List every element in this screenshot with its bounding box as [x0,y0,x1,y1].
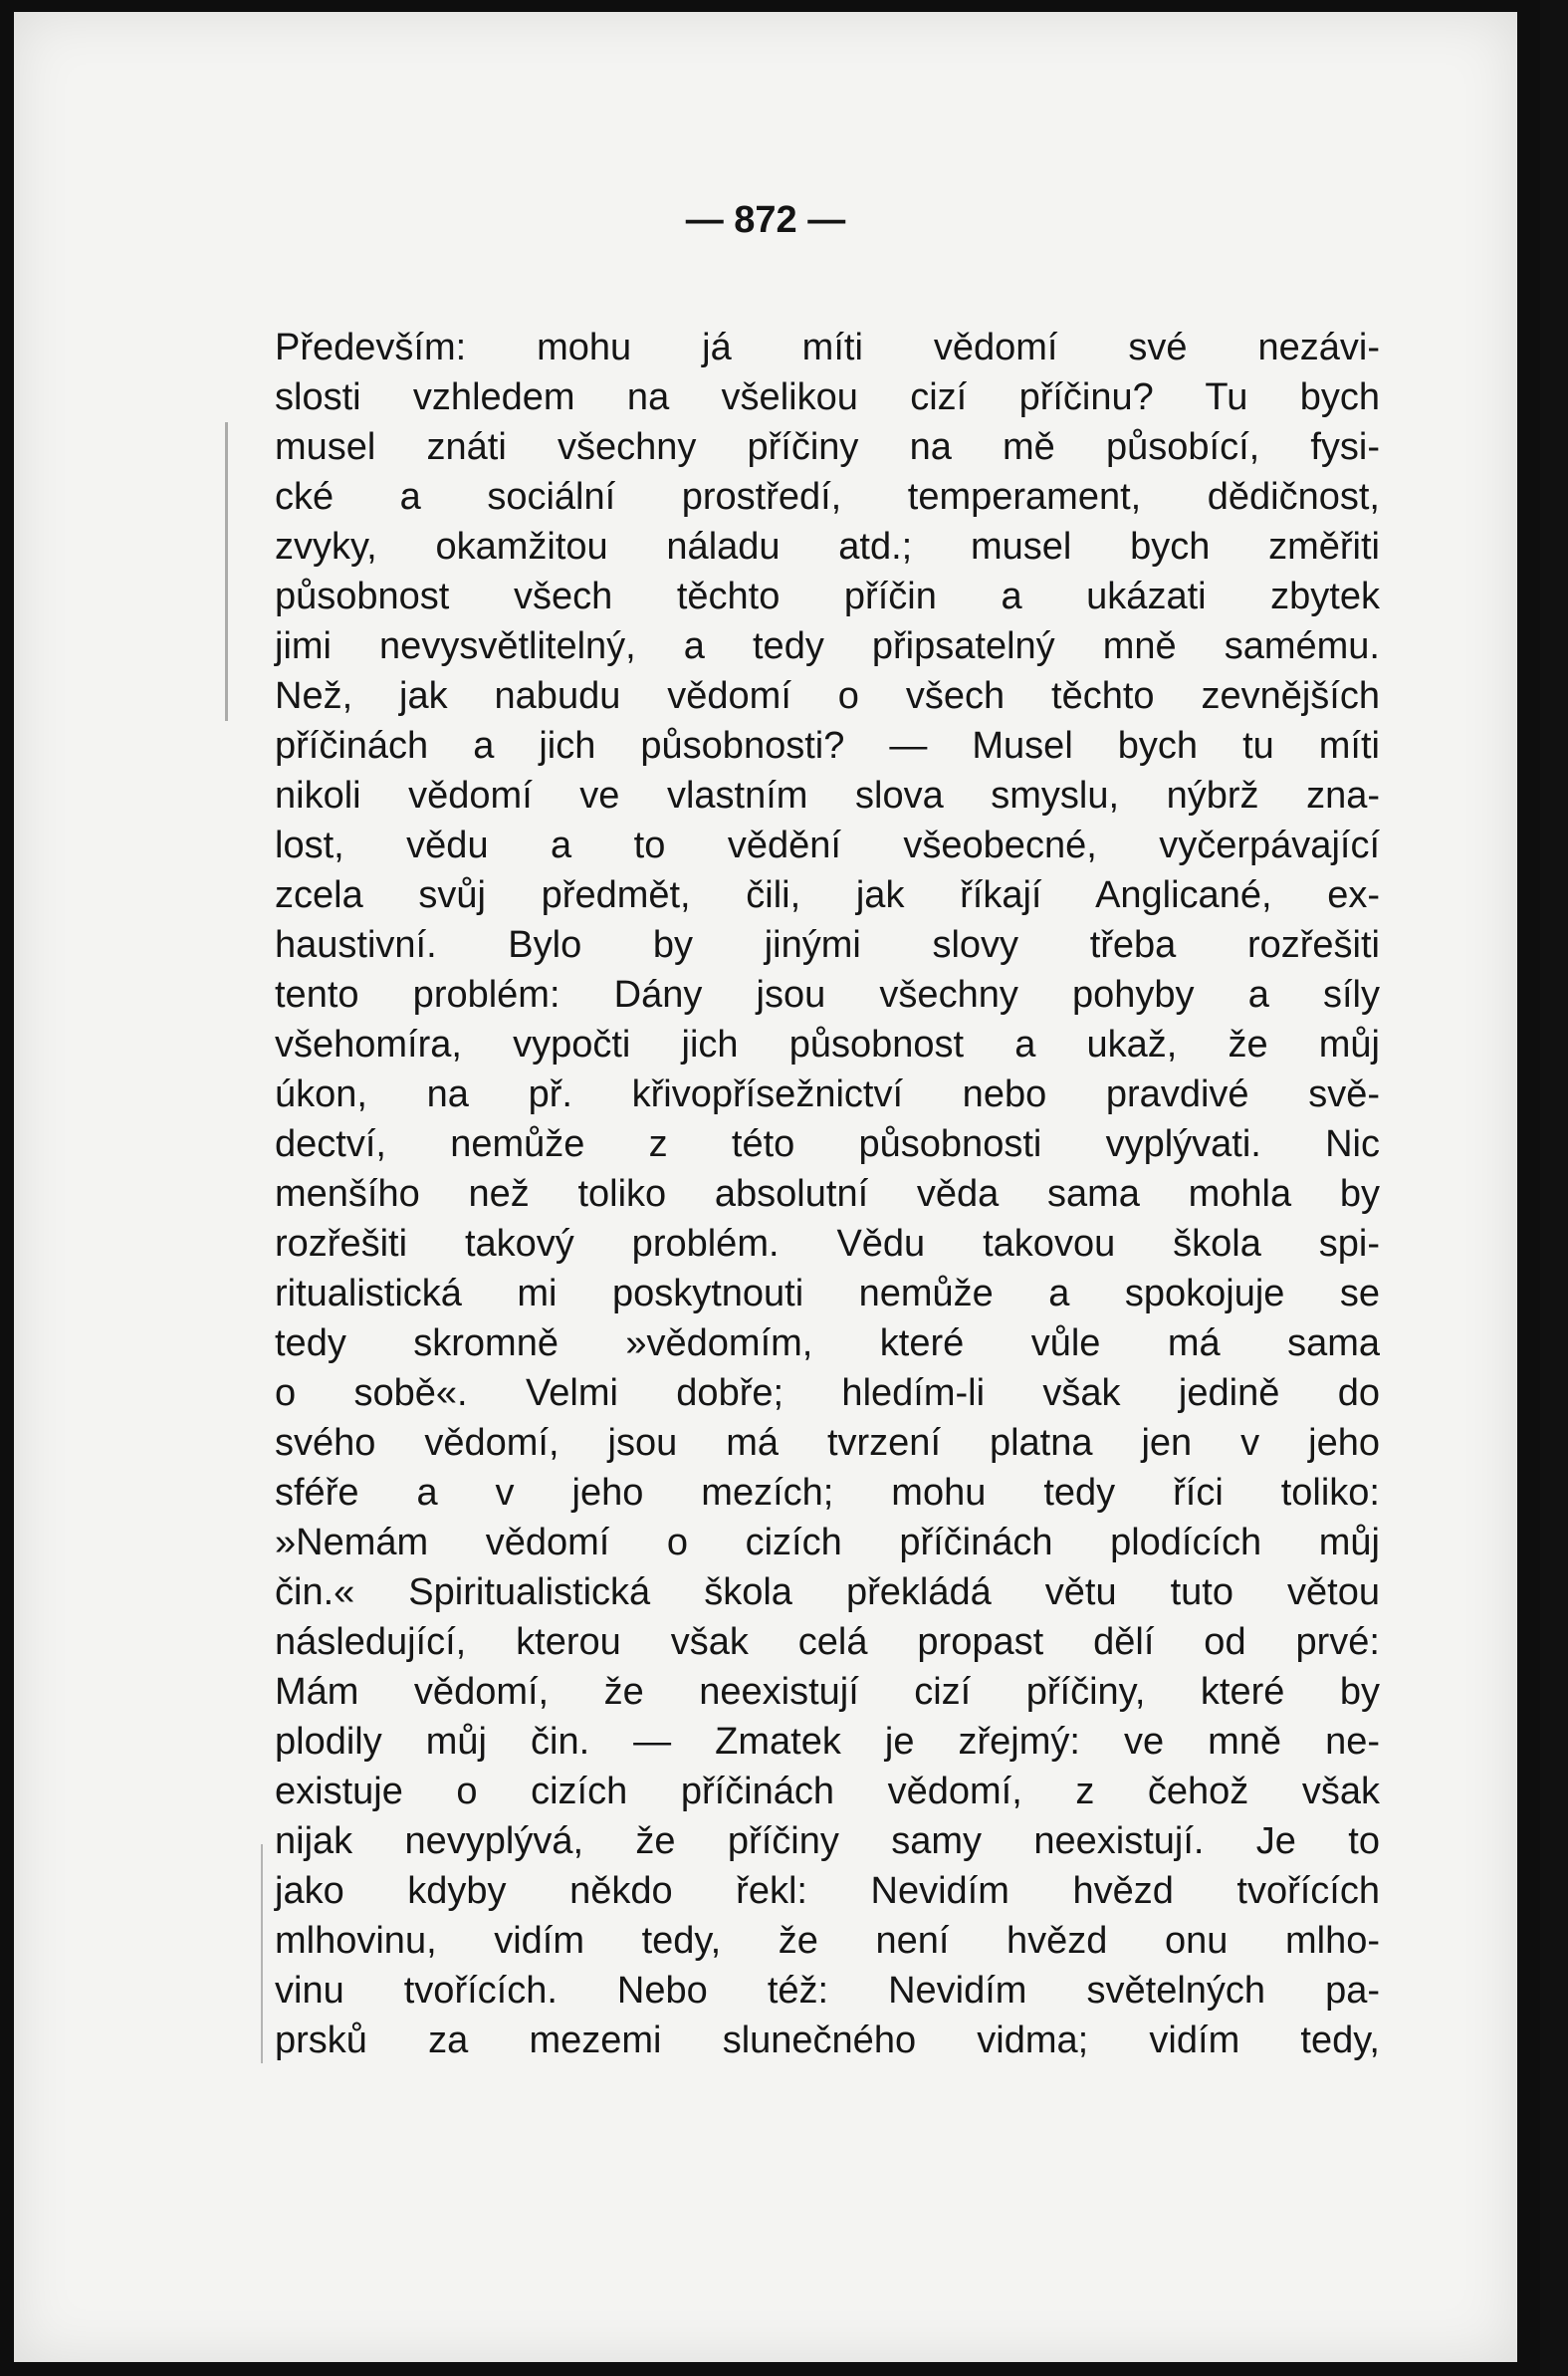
page-number: — 872 — [685,199,846,241]
text-line: existuje o cizích příčinách vědomí, z čehož však [275,1771,1380,1812]
text-line: lost, vědu a to vědění všeobecné, vyčerpávající [275,825,1380,866]
scan-mark [261,1844,263,2063]
text-line: o sobě«. Velmi dobře; hledím-li však jedině do [275,1372,1380,1414]
text-line: mlhovinu, vidím tedy, že není hvězd onu mlho- [275,1920,1380,1962]
text-line: tedy skromně »vědomím, které vůle má sama [275,1322,1380,1364]
text-line: slosti vzhledem na všelikou cizí příčinu? Tu bych [275,376,1380,418]
text-line: zvyky, okamžitou náladu atd.; musel bych změřiti [275,526,1380,568]
text-line: haustivní. Bylo by jinými slovy třeba rozřešiti [275,924,1380,966]
text-line: »Nemám vědomí o cizích příčinách plodících můj [275,1522,1380,1563]
text-line: úkon, na př. křivopřísežnictví nebo pravdivé svě- [275,1073,1380,1115]
text-line: ritualistická mi poskytnouti nemůže a spokojuje se [275,1273,1380,1314]
text-line: čin.« Spiritualistická škola překládá větu tuto větou [275,1571,1380,1613]
text-line: jako kdyby někdo řekl: Nevidím hvězd tvořících [275,1870,1380,1912]
text-line: prsků za mezemi slunečného vidma; vidím tedy, [275,2020,1380,2061]
text-line: všehomíra, vypočti jich působnost a ukaž, že můj [275,1024,1380,1066]
page-edge [1540,0,1568,2376]
scan-mark [225,422,228,721]
body-text [275,323,1380,2065]
text-line: svého vědomí, jsou má tvrzení platna jen v jeho [275,1422,1380,1464]
text-line: plodily můj čin. — Zmatek je zřejmý: ve mně ne- [275,1721,1380,1763]
text-line: musel znáti všechny příčiny na mě působící, fysi- [275,426,1380,468]
text-line: nikoli vědomí ve vlastním slova smyslu, nýbrž zna- [275,775,1380,817]
text-line: vinu tvořících. Nebo též: Nevidím světelných pa- [275,1970,1380,2012]
text-line: dectví, nemůže z této působnosti vyplývati. Nic [275,1123,1380,1165]
text-line: sféře a v jeho mezích; mohu tedy říci toliko: [275,1472,1380,1514]
text-line: nijak nevyplývá, že příčiny samy neexistují. Je to [275,1820,1380,1862]
text-line: cké a sociální prostředí, temperament, dědičnost, [275,476,1380,518]
text-line: působnost všech těchto příčin a ukázati zbytek [275,576,1380,617]
text-line: tento problém: Dány jsou všechny pohyby a síly [275,974,1380,1016]
text-line: zcela svůj předmět, čili, jak říkají Anglicané, ex- [275,874,1380,916]
text-line: příčinách a jich působnosti? — Musel bych tu míti [275,725,1380,767]
text-line: Než, jak nabudu vědomí o všech těchto zevnějších [275,675,1380,717]
text-line: následující, kterou však celá propast dělí od prvé: [275,1621,1380,1663]
text-line: Především: mohu já míti vědomí své nezávi- [275,327,1380,368]
text-line: menšího než toliko absolutní věda sama mohla by [275,1173,1380,1215]
text-line: rozřešiti takový problém. Vědu takovou škola spi- [275,1223,1380,1265]
text-line: jimi nevysvětlitelný, a tedy připsatelný mně samému. [275,625,1380,667]
text-line: Mám vědomí, že neexistují cizí příčiny, které by [275,1671,1380,1713]
book-page [14,12,1517,2362]
